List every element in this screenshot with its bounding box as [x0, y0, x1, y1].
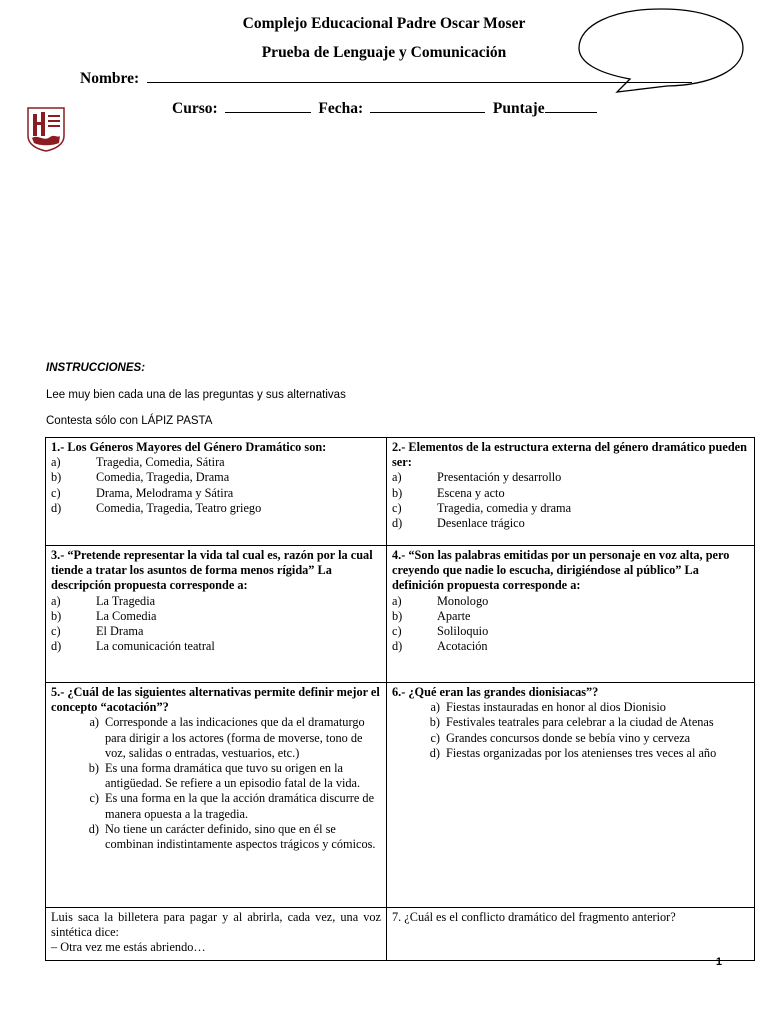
question-4-text: 4.- “Son las palabras emitidas por un personaje en voz alta, pero creyendo que nadie lo escucha, dirigiéndose al público” La definición propuesta corresponde a:: [392, 548, 730, 593]
nombre-label: Nombre:: [80, 70, 140, 87]
instructions-title: INSTRUCCIONES:: [46, 362, 146, 374]
question-5-text: 5.- ¿Cuál de las siguientes alternativas permite definir mejor el concepto “acotación”?: [51, 685, 380, 715]
question-4-cell: [387, 546, 755, 683]
fragment-cell: [46, 908, 387, 961]
q4-option-a[interactable]: a) Monologo: [392, 593, 489, 608]
puntaje-label: Puntaje: [492, 100, 545, 117]
school-name: Complejo Educacional Padre Oscar Moser: [242, 15, 526, 32]
q2-option-d[interactable]: d) Desenlace trágico: [392, 516, 525, 531]
q2-option-b[interactable]: b) Escena y acto: [392, 485, 505, 500]
question-5-cell: [46, 683, 387, 908]
question-6-text: 6.- ¿Qué eran las grandes dionisiacas”?: [392, 685, 599, 699]
question-6-cell: [387, 683, 755, 908]
instruction-line-2: Contesta sólo con LÁPIZ PASTA: [46, 415, 213, 427]
q1-option-c[interactable]: c) Drama, Melodrama y Sátira: [51, 485, 234, 500]
q2-option-a[interactable]: a) Presentación y desarrollo: [392, 470, 562, 485]
question-7-cell: [387, 908, 755, 961]
q5-option-c[interactable]: c) Es una forma en la que la acción dramática discurre de manera opuesta a la tragedia.: [89, 791, 375, 821]
puntaje-field[interactable]: [545, 100, 597, 113]
instruction-line-1: Lee muy bien cada una de las preguntas y sus alternativas: [46, 389, 346, 401]
question-1-cell: [46, 438, 387, 546]
q4-option-b[interactable]: b) Aparte: [392, 608, 471, 623]
q3-option-c[interactable]: c) El Drama: [51, 624, 144, 639]
q5-option-d[interactable]: d) No tiene un carácter definido, sino que en él se combinan indistintamente aspectos trágicos y cómicos.: [88, 821, 376, 852]
q1-option-a[interactable]: a) Tragedia, Comedia, Sátira: [51, 455, 225, 470]
q2-option-c[interactable]: c) Tragedia, comedia y drama: [392, 500, 572, 515]
curso-line: [172, 100, 597, 118]
q1-option-b[interactable]: b) Comedia, Tragedia, Drama: [51, 470, 230, 485]
questions-table: [45, 437, 755, 961]
q4-option-c[interactable]: c) Soliloquio: [392, 624, 489, 639]
fragment-line-1: Luis saca la billetera para pagar y al abrirla, cada vez, una voz sintética dice:: [51, 910, 381, 940]
q3-option-a[interactable]: a) La Tragedia: [51, 593, 156, 608]
q6-option-a[interactable]: a) Fiestas instauradas en honor al dios Dionisio: [430, 700, 666, 715]
fecha-field[interactable]: [370, 100, 485, 113]
fragment-line-2: – Otra vez me estás abriendo…: [51, 940, 206, 955]
question-2-text: 2.- Elementos de la estructura externa del género dramático pueden ser:: [392, 440, 747, 470]
curso-label: Curso:: [172, 100, 218, 117]
q5-option-b[interactable]: b) Es una forma dramática que tuvo su origen en la antigüedad. Se refiere a un episodio fatal de la vida.: [88, 761, 361, 791]
nombre-line: [80, 70, 692, 88]
q6-option-c[interactable]: c) Grandes concursos donde se bebía vino y cerveza: [430, 730, 691, 745]
q6-option-d[interactable]: d) Fiestas organizadas por los atenienses tres veces al año: [429, 745, 717, 760]
q1-option-d[interactable]: d) Comedia, Tragedia, Teatro griego: [51, 500, 262, 515]
question-1-text: 1.- Los Géneros Mayores del Género Dramático son:: [51, 440, 327, 454]
fecha-label: Fecha:: [318, 100, 364, 117]
question-2-cell: [387, 438, 755, 546]
q3-option-b[interactable]: b) La Comedia: [51, 608, 157, 623]
question-7-text: 7. ¿Cuál es el conflicto dramático del fragmento anterior?: [392, 910, 676, 924]
q3-option-d[interactable]: d) La comunicación teatral: [51, 639, 215, 654]
q6-option-b[interactable]: b) Festivales teatrales para celebrar a la ciudad de Atenas: [429, 715, 714, 730]
question-3-text: 3.- “Pretende representar la vida tal cual es, razón por la cual tiende a tratar los asuntos de forma menos rígida” La descripción propuesta corresponde a:: [51, 548, 373, 593]
exam-title: Prueba de Lenguaje y Comunicación: [261, 44, 507, 61]
q5-option-a[interactable]: a) Corresponde a las indicaciones que da el dramaturgo para dirigir a los actores (forma de moverse, tono de voz, salidas o entradas, vestuarios, etc.): [89, 715, 365, 760]
q4-option-d[interactable]: d) Acotación: [392, 639, 488, 654]
nombre-field[interactable]: [147, 70, 692, 83]
question-3-cell: [46, 546, 387, 683]
page-number: 1: [715, 956, 722, 968]
curso-field[interactable]: [225, 100, 311, 113]
school-crest-logo-icon: [26, 106, 66, 152]
